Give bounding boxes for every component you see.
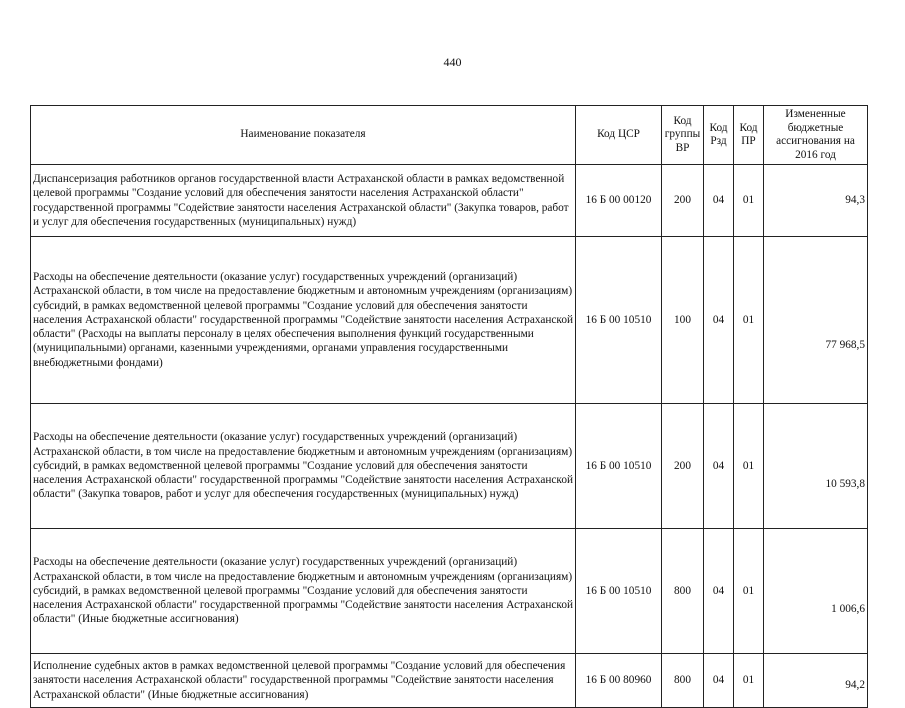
- row-amount: 1 006,6: [764, 529, 868, 654]
- row-rzd: 04: [704, 654, 734, 708]
- row-name: Расходы на обеспечение деятельности (оказание услуг) государственных учреждений (организаций) Астраханской области, в том числе на предоставление бюджетным и автономным учреждениям (организациям) субсидий, в рамках ведомственной целевой программы "Создание условий для обеспечения занятости населения Астраханской области" государственной программы "Содействие занятости населения Астраханской области" (Иные бюджетные ассигнования): [31, 529, 576, 654]
- row-pr: 01: [734, 237, 764, 404]
- row-pr: 01: [734, 529, 764, 654]
- row-vr: 200: [662, 165, 704, 237]
- table-row: [31, 654, 868, 708]
- row-vr: 100: [662, 237, 704, 404]
- row-rzd: 04: [704, 529, 734, 654]
- row-name: Расходы на обеспечение деятельности (оказание услуг) государственных учреждений (организаций) Астраханской области, в том числе на предоставление бюджетным и автономным учреждениям (организациям) субсидий, в рамках ведомственной целевой программы "Создание условий для обеспечения занятости населения Астраханской области" государственной программы "Содействие занятости населения Астраханской области" (Закупка товаров, работ и услуг для обеспечения государственных (муниципальных) нужд): [31, 404, 576, 529]
- row-vr: 800: [662, 654, 704, 708]
- row-amount: 94,3: [764, 165, 868, 237]
- row-name: Диспансеризация работников органов государственной власти Астраханской области в рамках ведомственной целевой программы "Создание условий для обеспечения занятости населения Астраханской области" государственной программы "Содействие занятости населения Астраханской области" (Закупка товаров, работ и услуг для обеспечения государственных (муниципальных) нужд): [31, 165, 576, 237]
- row-csr: 16 Б 00 10510: [576, 529, 662, 654]
- header-amount: Измененные бюджетные ассигнования на 2016 год: [764, 106, 868, 165]
- row-pr: 01: [734, 654, 764, 708]
- header-vr: Код группы ВР: [662, 106, 704, 165]
- table-row: [31, 165, 868, 237]
- row-vr: 200: [662, 404, 704, 529]
- row-amount: 77 968,5: [764, 237, 868, 404]
- budget-table: [30, 105, 868, 708]
- row-pr: 01: [734, 404, 764, 529]
- row-pr: 01: [734, 165, 764, 237]
- row-rzd: 04: [704, 165, 734, 237]
- header-rzd: Код Рзд: [704, 106, 734, 165]
- row-rzd: 04: [704, 404, 734, 529]
- header-name: Наименование показателя: [31, 106, 576, 165]
- page-number: 440: [443, 55, 462, 69]
- table-row: [31, 237, 868, 404]
- header-pr: Код ПР: [734, 106, 764, 165]
- row-amount: 10 593,8: [764, 404, 868, 529]
- row-csr: 16 Б 00 10510: [576, 404, 662, 529]
- row-csr: 16 Б 00 80960: [576, 654, 662, 708]
- table-row: [31, 529, 868, 654]
- table-row: [31, 404, 868, 529]
- row-amount: 94,2: [764, 654, 868, 708]
- row-csr: 16 Б 00 00120: [576, 165, 662, 237]
- row-rzd: 04: [704, 237, 734, 404]
- row-name: Исполнение судебных актов в рамках ведомственной целевой программы "Создание условий для обеспечения занятости населения Астраханской области" государственной программы "Содействие занятости населения Астраханской области" (Иные бюджетные ассигнования): [31, 654, 576, 708]
- row-name: Расходы на обеспечение деятельности (оказание услуг) государственных учреждений (организаций) Астраханской области, в том числе на предоставление бюджетным и автономным учреждениям (организациям) субсидий, в рамках ведомственной целевой программы "Создание условий для обеспечения занятости населения Астраханской области" государственной программы "Содействие занятости населения Астраханской области" (Расходы на выплаты персоналу в целях обеспечения выполнения функций государственными (муниципальными) органами, казенными учреждениями, органами управления государственными внебюджетными фондами): [31, 237, 576, 404]
- row-vr: 800: [662, 529, 704, 654]
- header-csr: Код ЦСР: [576, 106, 662, 165]
- table-header-row: [31, 106, 868, 165]
- row-csr: 16 Б 00 10510: [576, 237, 662, 404]
